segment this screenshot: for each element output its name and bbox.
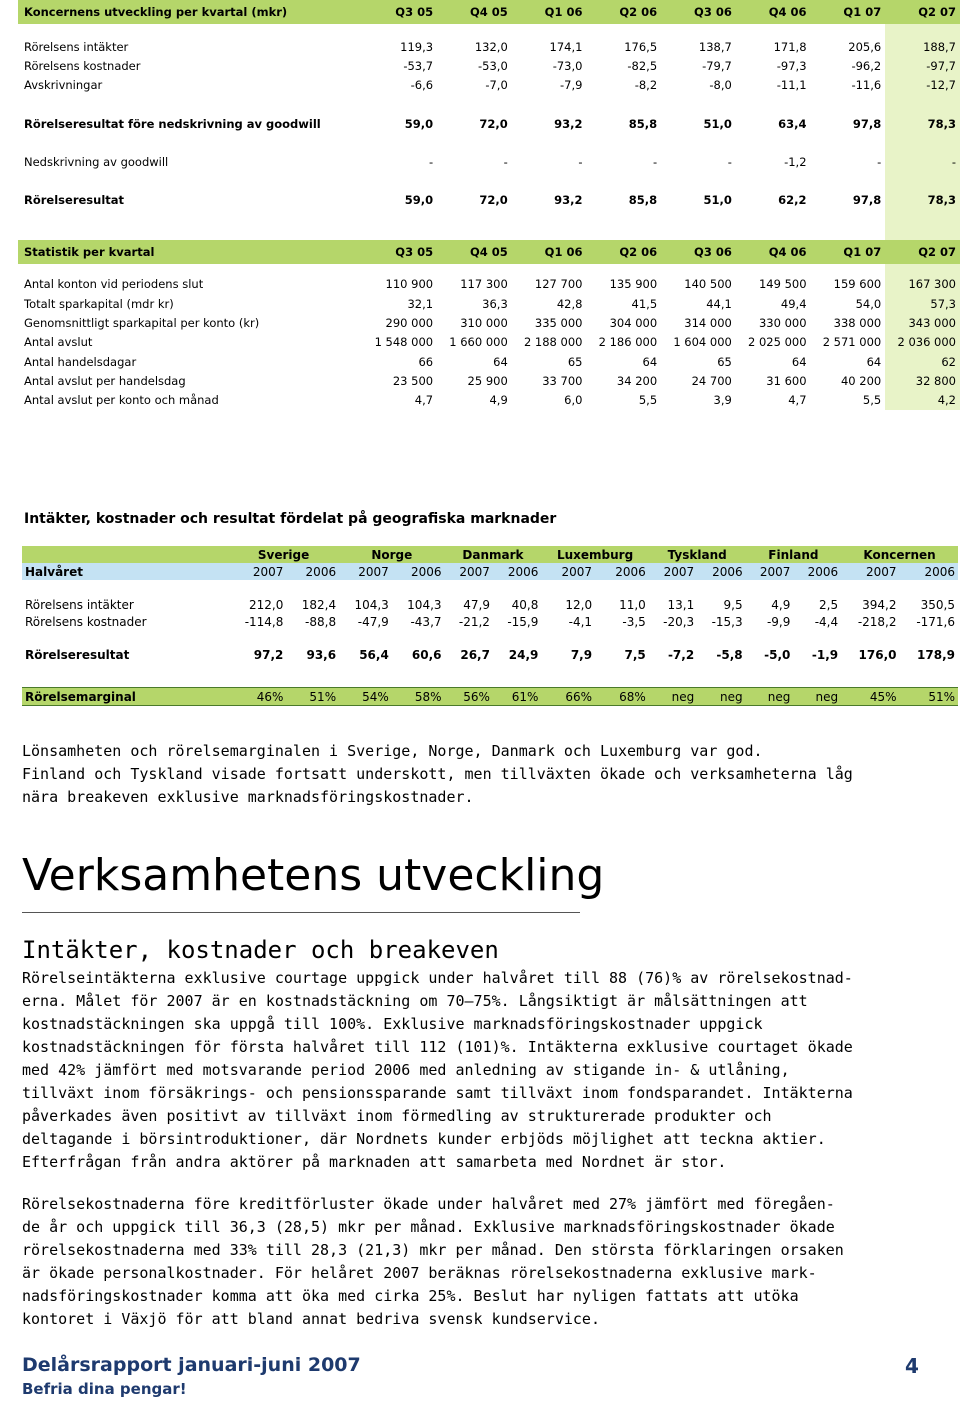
cell-value: -218,2 — [857, 614, 897, 629]
spacer-row — [18, 133, 960, 152]
cell-value: neg — [697, 688, 745, 706]
cell-value: -6,6 — [410, 78, 434, 93]
geo-table — [22, 546, 958, 706]
row-label: Totalt sparkapital (mdr kr) — [24, 296, 174, 311]
text-line: Efterfrågan från andra aktörer på marknaden att samarbeta med Nordnet är stor. — [22, 1153, 727, 1171]
table-row — [18, 76, 960, 95]
footer-slogan: Befria dina pengar! — [22, 1380, 187, 1398]
cell-value: 51% — [286, 688, 339, 706]
cell-value: -97,7 — [885, 56, 960, 75]
cell-value: -20,3 — [663, 614, 695, 629]
cell-value: 36,3 — [482, 296, 508, 311]
year-header: 2007 — [228, 563, 286, 580]
cell-value: - — [885, 152, 960, 171]
cell-value: 72,0 — [479, 193, 508, 208]
cell-value: 343 000 — [885, 313, 960, 332]
cell-value: -3,5 — [622, 614, 646, 629]
cell-value: 4,7 — [788, 393, 807, 408]
text-line: de år och uppgick till 36,3 (28,5) mkr per månad. Exklusive marknadsföringskostnader ökade — [22, 1218, 835, 1236]
cell-value: Q2 07 — [885, 240, 960, 264]
year-header: 2007 — [841, 563, 899, 580]
cell-value: 97,2 — [253, 647, 284, 662]
table-row — [18, 294, 960, 313]
cell-value: 5,5 — [862, 393, 882, 408]
row-label: Antal avslut per konto och månad — [24, 393, 219, 408]
text-line: kostnadstäckningen för första halvåret till 112 (101)%. Intäkterna exklusive courtaget ökade — [22, 1038, 853, 1056]
cell-value: 63,4 — [778, 116, 807, 131]
cell-value: 9,5 — [723, 597, 743, 612]
country-header: Finland — [746, 546, 842, 563]
row-label: Rörelsens kostnader — [24, 58, 141, 73]
cell-value: -82,5 — [627, 58, 658, 73]
table-row — [18, 352, 960, 371]
cell-value: - — [578, 154, 583, 169]
row-label: Koncernens utveckling per kvartal (mkr) — [18, 0, 362, 24]
cell-value: Q2 07 — [885, 0, 960, 24]
cell-value: 171,8 — [773, 39, 807, 54]
cell-value: Q4 06 — [736, 0, 811, 24]
cell-value: 338 000 — [833, 316, 882, 331]
cell-value: 212,0 — [249, 597, 284, 612]
year-header: 2006 — [286, 563, 339, 580]
cell-value: 290 000 — [385, 316, 434, 331]
cell-value: -47,9 — [357, 614, 389, 629]
year-header: 2006 — [900, 563, 959, 580]
cell-value: -4,1 — [568, 614, 593, 629]
cell-value: 51,0 — [703, 116, 732, 131]
cell-value: Q4 06 — [736, 240, 811, 264]
cell-value: 47,9 — [463, 597, 490, 612]
spacer-row — [18, 24, 960, 37]
cell-value: 46% — [228, 688, 286, 706]
table-row — [18, 37, 960, 56]
cell-value: Q4 05 — [437, 240, 512, 264]
cell-value: 7,9 — [570, 647, 593, 662]
cell-value: -11,6 — [851, 78, 882, 93]
cell-value: 117 300 — [460, 277, 508, 292]
cell-value: 62 — [885, 352, 960, 371]
cell-value: 58% — [392, 688, 445, 706]
cell-value: 44,1 — [706, 296, 732, 311]
table-row — [22, 613, 958, 630]
margin-row — [22, 688, 958, 706]
year-header-row — [22, 563, 958, 580]
cell-value: 61% — [493, 688, 541, 706]
cell-value: 56,4 — [359, 647, 389, 662]
cell-value: 59,0 — [404, 116, 434, 131]
cell-value: -8,2 — [634, 78, 658, 93]
paragraph-income — [22, 967, 942, 1174]
cell-value: 4,7 — [414, 393, 434, 408]
spacer-row — [18, 95, 960, 114]
cell-value: 149 500 — [758, 277, 807, 292]
cell-value: -1,9 — [811, 647, 839, 662]
cell-value: -5,8 — [716, 647, 743, 662]
cell-value: 64 — [791, 354, 807, 369]
cell-value: 1 660 000 — [449, 335, 508, 350]
heading-rule — [22, 912, 580, 913]
cell-value: 93,2 — [554, 193, 583, 208]
cell-value: -97,3 — [776, 58, 807, 73]
row-label: Rörelseresultat före nedskrivning av goodwill — [24, 116, 321, 131]
cell-value: 178,9 — [917, 647, 955, 662]
cell-value: -21,2 — [458, 614, 490, 629]
table-row — [22, 596, 958, 613]
cell-value: -8,0 — [709, 78, 732, 93]
cell-value: 49,4 — [780, 296, 807, 311]
text-line: kontoret i Växjö för att bland annat bedriva svensk kundservice. — [22, 1310, 600, 1328]
table-row — [18, 152, 960, 171]
cell-value: -12,7 — [885, 76, 960, 95]
country-header: Norge — [339, 546, 444, 563]
cell-value: Q1 07 — [811, 0, 886, 24]
cell-value: 72,0 — [479, 116, 508, 131]
cell-value: 85,8 — [628, 193, 658, 208]
paragraph-profitability — [22, 740, 942, 809]
cell-value: 138,7 — [698, 39, 732, 54]
row-label: Rörelseresultat — [25, 647, 130, 662]
cell-value: -5,0 — [764, 647, 791, 662]
year-header: 2007 — [649, 563, 697, 580]
cell-value: 310 000 — [460, 316, 508, 331]
spacer-row — [22, 663, 958, 688]
page-number: 4 — [905, 1354, 919, 1378]
cell-value: 205,6 — [848, 39, 882, 54]
cell-value: 41,5 — [631, 296, 658, 311]
cell-value: neg — [649, 688, 697, 706]
cell-value: 394,2 — [862, 597, 897, 612]
cell-value: 23 500 — [392, 373, 434, 388]
cell-value: 85,8 — [628, 116, 658, 131]
table-row — [18, 391, 960, 410]
spacer-row — [18, 171, 960, 190]
period-label: Halvåret — [22, 563, 228, 580]
row-label: Antal avslut — [24, 335, 93, 350]
cell-value: 4,9 — [771, 597, 791, 612]
cell-value: 12,0 — [565, 597, 593, 612]
text-line: påverkades även positivt av tillväxt inom förmedling av strukturerade produkter och — [22, 1107, 772, 1125]
spacer-row — [22, 580, 958, 596]
cell-value: Q1 06 — [512, 0, 587, 24]
row-label: Rörelsens intäkter — [25, 597, 134, 612]
cell-value: 42,8 — [556, 296, 583, 311]
cell-value: -79,7 — [702, 58, 732, 73]
cell-value: Q1 06 — [512, 240, 587, 264]
cell-value: 31 600 — [766, 373, 807, 388]
table-row — [22, 646, 958, 663]
row-label: Nedskrivning av goodwill — [24, 154, 169, 169]
row-label: Antal handelsdagar — [24, 354, 137, 369]
cell-value: 25 900 — [467, 373, 508, 388]
country-header: Sverige — [228, 546, 339, 563]
cell-value: 304 000 — [609, 316, 658, 331]
year-header: 2006 — [697, 563, 745, 580]
text-line: kostnadstäckningen ska uppgå till 100%. Exklusive marknadsföringskostnader uppgick — [22, 1015, 763, 1033]
cell-value: 26,7 — [460, 647, 490, 662]
cell-value: -114,8 — [244, 614, 284, 629]
table-row — [18, 333, 960, 352]
cell-value: 66% — [541, 688, 595, 706]
cell-value: 64 — [642, 354, 658, 369]
cell-value: 24 700 — [691, 373, 732, 388]
cell-value: 176,5 — [624, 39, 658, 54]
text-line: Rörelseintäkterna exklusive courtage uppgick under halvåret till 88 (76)% av rörelsekostnad- — [22, 969, 853, 987]
cell-value: 174,1 — [549, 39, 583, 54]
cell-value: - — [503, 154, 508, 169]
year-header: 2007 — [339, 563, 392, 580]
text-line: Finland och Tyskland visade fortsatt underskott, men tillväxten ökade och verksamheterna låg — [22, 765, 853, 783]
cell-value: neg — [746, 688, 794, 706]
text-line: Lönsamheten och rörelsemarginalen i Sverige, Norge, Danmark och Luxemburg var god. — [22, 742, 763, 760]
cell-value: 54,0 — [855, 296, 882, 311]
cell-value: - — [653, 154, 658, 169]
cell-value: -7,9 — [560, 78, 583, 93]
row-label: Genomsnittligt sparkapital per konto (kr) — [24, 316, 260, 331]
cell-value: 65 — [717, 354, 732, 369]
cell-value: 314 000 — [684, 316, 732, 331]
cell-value: neg — [793, 688, 841, 706]
cell-value: 2,5 — [819, 597, 839, 612]
cell-value: 66 — [418, 354, 434, 369]
cell-value: 65 — [567, 354, 583, 369]
cell-value: -9,9 — [766, 614, 791, 629]
cell-value: 104,3 — [354, 597, 389, 612]
cell-value: -1,2 — [784, 154, 807, 169]
country-header-row — [22, 546, 958, 563]
cell-value: -15,3 — [711, 614, 743, 629]
cell-value: 93,2 — [554, 116, 583, 131]
cell-value: 60,6 — [411, 647, 442, 662]
cell-value: 2 025 000 — [748, 335, 807, 350]
cell-value: 33 700 — [542, 373, 583, 388]
cell-value: 132,0 — [474, 39, 508, 54]
cell-value: 40,8 — [511, 597, 539, 612]
text-line: rörelsekostnaderna med 33% till 28,3 (21,3) mkr per månad. Den största förklaringen orsaken — [22, 1241, 844, 1259]
table-row — [18, 190, 960, 209]
cell-value: 54% — [339, 688, 392, 706]
cell-value: 176,0 — [858, 647, 897, 662]
text-line: nära breakeven exklusive marknadsföringskostnader. — [22, 788, 474, 806]
cell-value: 2 188 000 — [523, 335, 583, 350]
cell-value: 51,0 — [703, 193, 732, 208]
text-line: med 42% jämfört med motsvarande period 2006 med anledning av stigande in- & utlåning, — [22, 1061, 790, 1079]
cell-value: -7,2 — [667, 647, 695, 662]
text-line: är ökade personalkostnader. För helåret 2007 beräknas rörelsekostnaderna exklusive mark- — [22, 1264, 817, 1282]
cell-value: 64 — [866, 354, 882, 369]
text-line: Rörelsekostnaderna före kreditförluster ökade under halvåret med 27% jämfört med föregåen- — [22, 1195, 835, 1213]
spacer-row — [18, 210, 960, 240]
table-row — [18, 371, 960, 390]
cell-value: 119,3 — [400, 39, 434, 54]
cell-value: -11,1 — [776, 78, 807, 93]
cell-value: 32,1 — [407, 296, 434, 311]
row-label: Rörelsens intäkter — [24, 39, 129, 54]
cell-value: 34 200 — [616, 373, 658, 388]
cell-value: 64 — [493, 354, 508, 369]
cell-value: Q3 05 — [362, 240, 437, 264]
table-row — [18, 275, 960, 294]
country-header: Danmark — [445, 546, 542, 563]
year-header: 2006 — [493, 563, 541, 580]
row-label: Rörelsens kostnader — [25, 614, 147, 629]
cell-value: 127 700 — [534, 277, 583, 292]
year-header: 2006 — [392, 563, 445, 580]
table-header-row — [18, 240, 960, 264]
cell-value: 93,6 — [306, 647, 337, 662]
cell-value: -4,4 — [814, 614, 839, 629]
country-header: Luxemburg — [541, 546, 648, 563]
cell-value: 104,3 — [407, 597, 442, 612]
cell-value: 97,8 — [852, 193, 882, 208]
cell-value: 1 548 000 — [374, 335, 434, 350]
table-row — [18, 56, 960, 75]
row-label: Rörelseresultat — [24, 193, 125, 208]
cell-value: Q3 06 — [661, 240, 736, 264]
text-line: nadsföringskostnader komma att öka med cirka 25%. Beslut har nyligen fattats att utöka — [22, 1287, 799, 1305]
cell-value: 97,8 — [852, 116, 882, 131]
row-label: Rörelsemarginal — [22, 688, 228, 706]
cell-value: 4,9 — [489, 393, 508, 408]
cell-value: 2 186 000 — [598, 335, 658, 350]
country-header: Koncernen — [841, 546, 958, 563]
year-header: 2007 — [541, 563, 595, 580]
cell-value: 5,5 — [638, 393, 658, 408]
cell-value: 57,3 — [885, 294, 960, 313]
year-header: 2007 — [445, 563, 493, 580]
cell-value: 188,7 — [885, 37, 960, 56]
cell-value: 56% — [445, 688, 493, 706]
row-label: Antal konton vid periodens slut — [24, 277, 204, 292]
cell-value: Q2 06 — [586, 0, 661, 24]
text-line: tillväxt inom försäkrings- och pensionssparande samt tillväxt inom fondsparandet. Intäkterna — [22, 1084, 853, 1102]
cell-value: Q4 05 — [437, 0, 512, 24]
cell-value: 167 300 — [885, 275, 960, 294]
cell-value: 7,5 — [624, 647, 646, 662]
paragraph-costs — [22, 1193, 942, 1331]
cell-value: 68% — [595, 688, 649, 706]
subsection-heading: Intäkter, kostnader och breakeven — [22, 936, 499, 964]
spacer-row — [22, 630, 958, 646]
cell-value: 140 500 — [684, 277, 732, 292]
section-heading: Verksamhetens utveckling — [22, 850, 605, 901]
cell-value: 2 036 000 — [885, 333, 960, 352]
text-line: deltagande i börsintroduktioner, där Nordnets kunder erbjöds möjlighet att teckna aktier. — [22, 1130, 826, 1148]
cell-value: -15,9 — [507, 614, 539, 629]
cell-value: 330 000 — [758, 316, 807, 331]
cell-value: 4,2 — [885, 391, 960, 410]
cell-value: -171,6 — [916, 614, 955, 629]
year-header: 2006 — [793, 563, 841, 580]
cell-value: 110 900 — [385, 277, 434, 292]
table-header-row — [18, 0, 960, 24]
cell-value: - — [727, 154, 732, 169]
cell-value: 24,9 — [508, 647, 539, 662]
cell-value: Q3 06 — [661, 0, 736, 24]
table-row — [18, 313, 960, 332]
cell-value: 1 604 000 — [673, 335, 732, 350]
cell-value: -53,7 — [403, 58, 434, 73]
cell-value: Q1 07 — [811, 240, 886, 264]
geo-title: Intäkter, kostnader och resultat fördelat på geografiska marknader — [24, 511, 557, 527]
year-header: 2006 — [595, 563, 649, 580]
cell-value: 45% — [841, 688, 899, 706]
cell-value: 135 900 — [609, 277, 658, 292]
cell-value: Q3 05 — [362, 0, 437, 24]
cell-value: 182,4 — [301, 597, 337, 612]
cell-value: 40 200 — [840, 373, 882, 388]
cell-value: 6,0 — [564, 393, 583, 408]
cell-value: 13,1 — [667, 597, 695, 612]
footer-report-title: Delårsrapport januari-juni 2007 — [22, 1354, 361, 1376]
cell-value: 350,5 — [920, 597, 955, 612]
cell-value: -88,8 — [305, 614, 337, 629]
cell-value: - — [428, 154, 434, 169]
spacer-row — [18, 264, 960, 275]
cell-value: -96,2 — [851, 58, 882, 73]
row-label: Antal avslut per handelsdag — [24, 373, 186, 388]
cell-value: -73,0 — [552, 58, 583, 73]
cell-value: 32 800 — [885, 371, 960, 390]
cell-value: -43,7 — [410, 614, 442, 629]
cell-value: 62,2 — [778, 193, 807, 208]
cell-value: 78,3 — [885, 190, 960, 209]
cell-value: 3,9 — [713, 393, 732, 408]
cell-value: 11,0 — [619, 597, 646, 612]
cell-value: 2 571 000 — [822, 335, 882, 350]
year-header: 2007 — [746, 563, 794, 580]
cell-value: 59,0 — [404, 193, 434, 208]
cell-value: 159 600 — [833, 277, 882, 292]
cell-value: Q2 06 — [586, 240, 661, 264]
table-row — [18, 114, 960, 133]
row-label: Statistik per kvartal — [18, 240, 362, 264]
country-header: Tyskland — [649, 546, 746, 563]
cell-value: -53,0 — [478, 58, 508, 73]
cell-value: - — [877, 154, 882, 169]
cell-value: 335 000 — [534, 316, 583, 331]
cell-value: 51% — [900, 688, 959, 706]
cell-value: 78,3 — [885, 114, 960, 133]
row-label: Avskrivningar — [24, 78, 103, 93]
cell-value: -7,0 — [485, 78, 508, 93]
text-line: erna. Målet för 2007 är en kostnadstäckning om 70—75%. Långsiktigt är målsättningen att — [22, 992, 808, 1010]
quarterly-table — [18, 0, 960, 410]
